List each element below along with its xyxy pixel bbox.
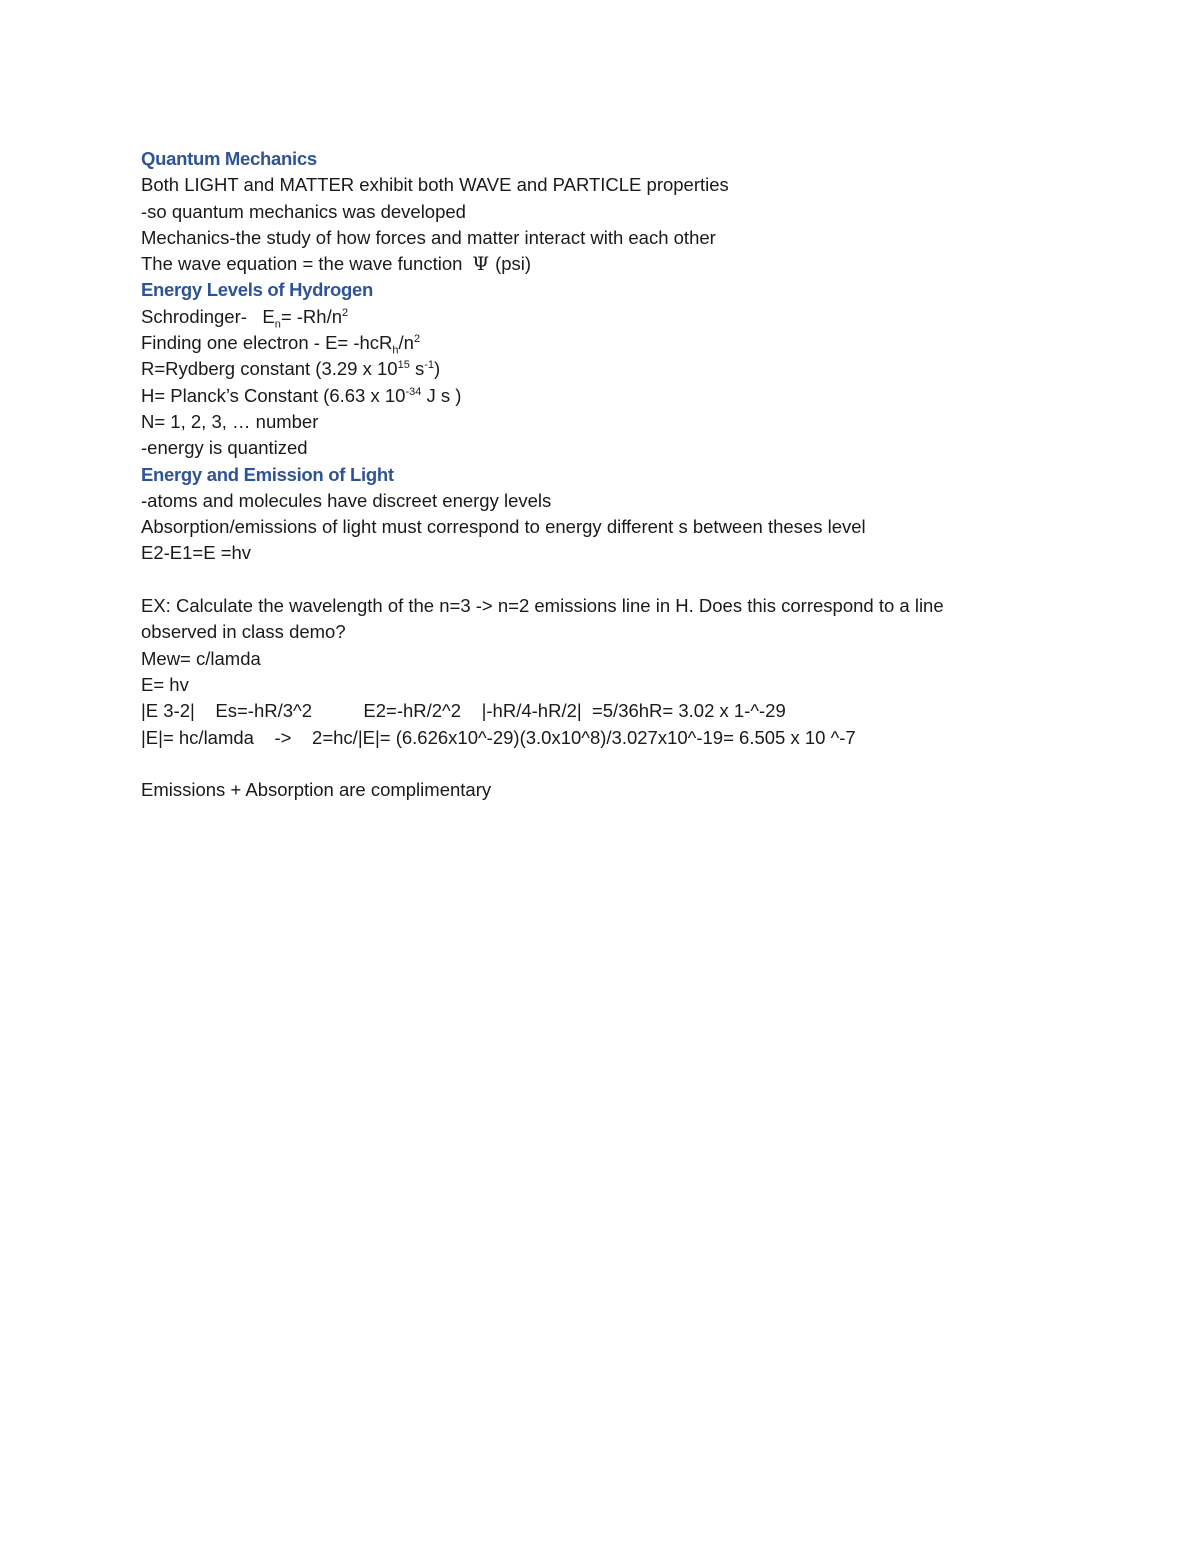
text-complimentary: Emissions + Absorption are complimentary (141, 779, 492, 801)
finding-text: Finding one electron - E= -hcR (141, 332, 393, 354)
blank-line (141, 751, 1101, 777)
schrodinger-formula: = -Rh/n (280, 305, 342, 327)
finding-superscript: 2 (413, 332, 421, 345)
blank-line (141, 567, 1101, 593)
schrodinger-superscript: 2 (342, 306, 349, 319)
text-wave-equation (141, 251, 1101, 277)
text-energy-quantized: -energy is quantized (141, 437, 308, 459)
text-energy-formula: E= hv (141, 673, 189, 695)
text-energy-difference: E2-E1=E =hv (141, 542, 252, 564)
planck-exponent: -34 (405, 385, 422, 398)
text-example-question: EX: Calculate the wavelength of the n=3 -> n=2 emissions line in H. Does this correspond to a line (141, 595, 944, 617)
heading-energy-emission-light: Energy and Emission of Light (141, 463, 394, 485)
planck-unit: J s ) (421, 384, 462, 406)
rydberg-close: ) (434, 358, 441, 380)
text-mew-formula: Mew= c/lamda (141, 647, 261, 669)
text-finding-electron (141, 330, 1101, 356)
schrodinger-text: Schrodinger- E (141, 305, 275, 327)
rydberg-unit-exponent: -1 (424, 359, 435, 372)
rydberg-text: R=Rydberg constant (3.29 x 10 (141, 358, 398, 380)
heading-quantum-mechanics: Quantum Mechanics (141, 148, 317, 169)
text-rydberg-constant (141, 356, 1101, 382)
psi-symbol: Ψ (472, 253, 490, 276)
text-absorption-emissions: Absorption/emissions of light must correspond to energy different s between theses level (141, 516, 866, 538)
text-planck-constant (141, 383, 1101, 409)
text-example-question-cont: observed in class demo? (141, 621, 346, 643)
text-n-number: N= 1, 2, 3, … number (141, 410, 319, 432)
planck-text: H= Planck’s Constant (6.63 x 10 (141, 384, 406, 406)
finding-formula: /n (398, 332, 414, 354)
finding-subscript: h (392, 344, 399, 357)
rydberg-exponent: 15 (397, 359, 410, 372)
wave-equation-text: The wave equation = the wave function (141, 253, 463, 275)
schrodinger-subscript: n (274, 318, 281, 331)
text-energy-calculation: |E 3-2| Es=-hR/3^2 E2=-hR/2^2 |-hR/4-hR/2| =5/36hR= 3.02 x 1-^-29 (141, 700, 786, 722)
heading-energy-levels-hydrogen: Energy Levels of Hydrogen (141, 279, 374, 301)
rydberg-unit: s (409, 358, 425, 380)
text-quantum-developed: -so quantum mechanics was developed (141, 200, 466, 222)
text-light-matter: Both LIGHT and MATTER exhibit both WAVE and PARTICLE properties (141, 174, 729, 196)
text-wavelength-calculation: |E|= hc/lamda -> 2=hc/|E|= (6.626x10^-29)(3.0x10^8)/3.027x10^-19= 6.505 x 10 ^-7 (141, 726, 856, 748)
document-page (141, 146, 1101, 803)
text-discreet-levels: -atoms and molecules have discreet energy levels (141, 489, 552, 511)
text-mechanics-definition: Mechanics-the study of how forces and matter interact with each other (141, 226, 716, 248)
text-schrodinger (141, 304, 1101, 330)
psi-label: (psi) (495, 253, 532, 275)
